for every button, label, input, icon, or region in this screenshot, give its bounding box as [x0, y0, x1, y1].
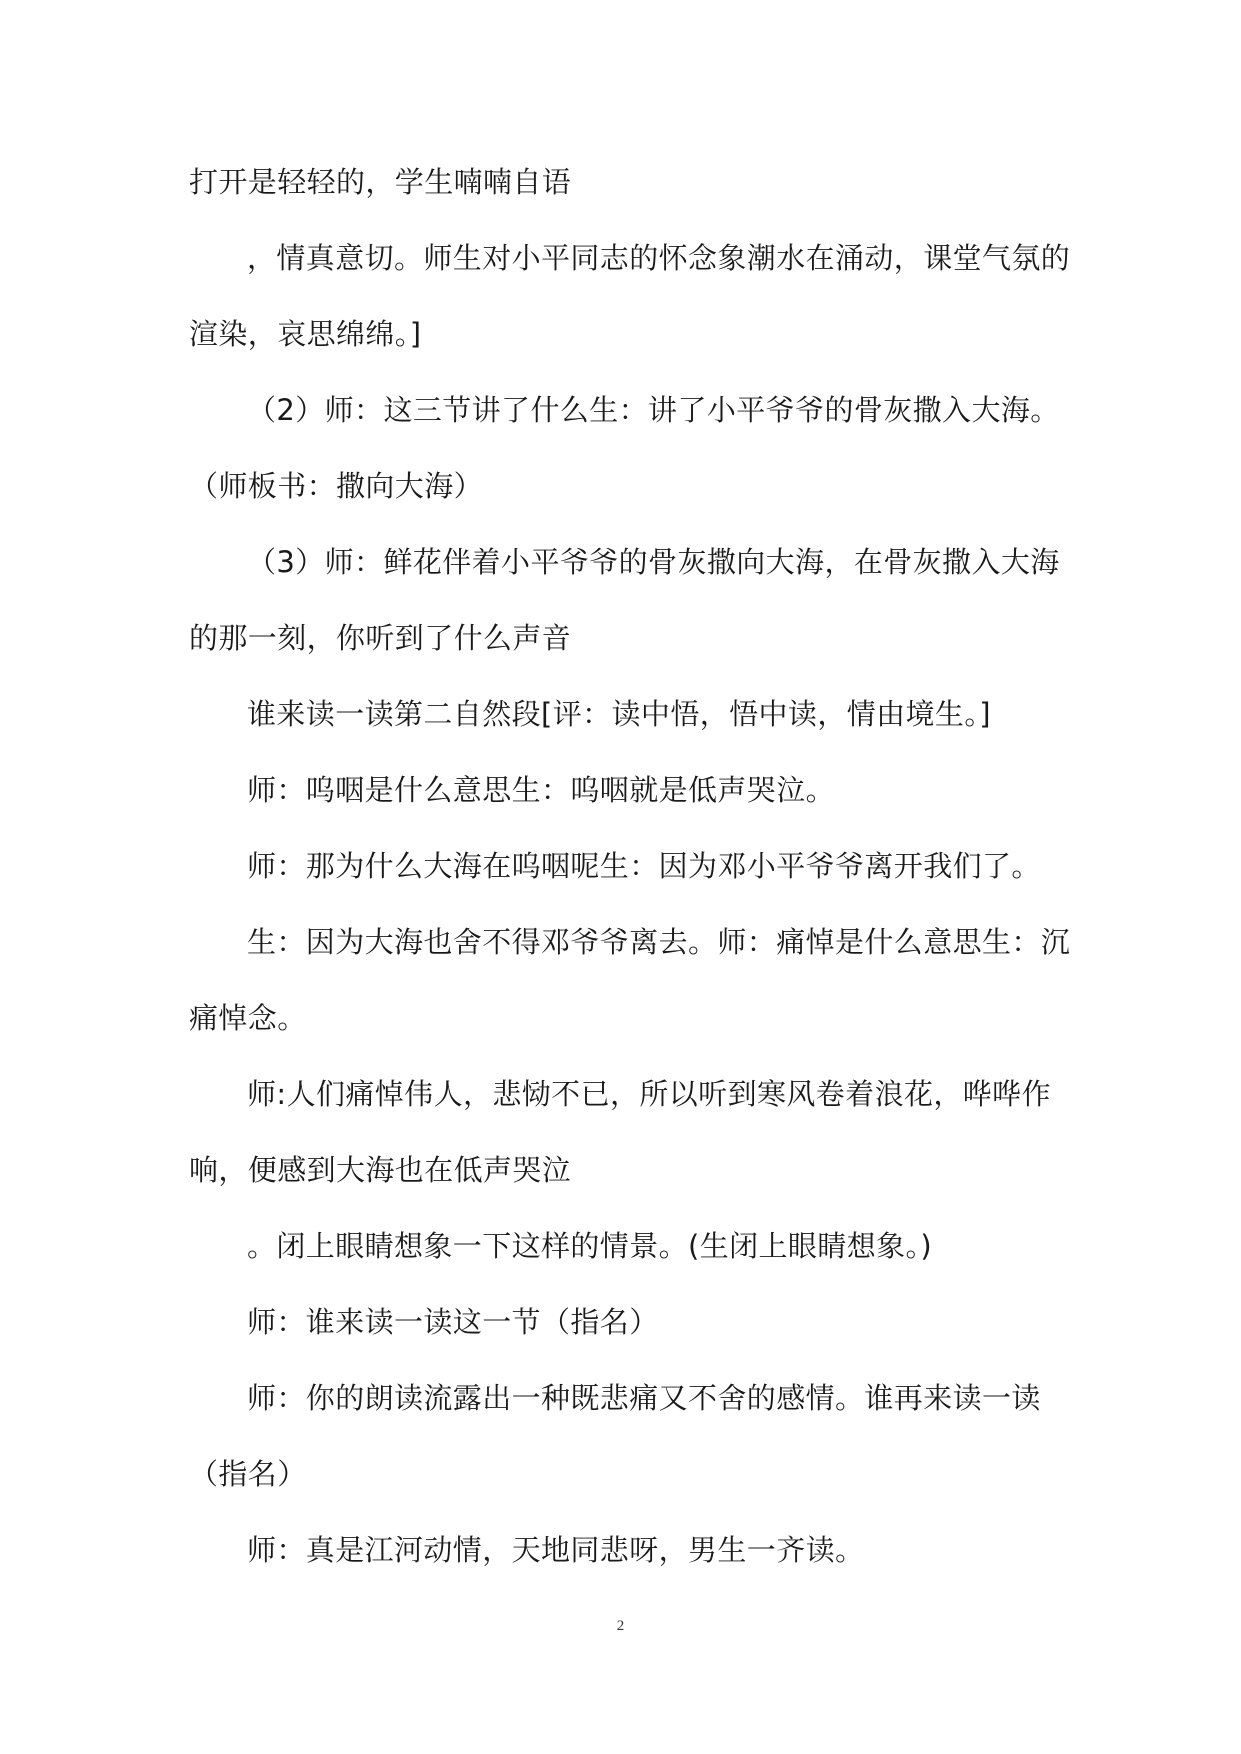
paragraph: 师：呜咽是什么意思生：呜咽就是低声哭泣。	[247, 773, 836, 807]
paragraph: 师：那为什么大海在呜咽呢生：因为邓小平爷爷离开我们了。	[247, 849, 1041, 883]
body-text	[189, 144, 1071, 1588]
paragraph: 师：你的朗读流露出一种既悲痛又不舍的感情。谁再来读一读	[247, 1381, 1041, 1415]
paragraph: 师:人们痛悼伟人，悲恸不已，所以听到寒风卷着浪花，哗哗作	[247, 1077, 1051, 1111]
paragraph: 生：因为大海也舍不得邓爷爷离去。师：痛悼是什么意思生：沉	[247, 925, 1071, 959]
paragraph: 渲染，哀思绵绵。]	[189, 317, 422, 351]
paragraph: 打开是轻轻的，学生喃喃自语	[189, 165, 572, 199]
paragraph: 的那一刻，你听到了什么声音	[189, 621, 572, 655]
paragraph: （3）师：鲜花伴着小平爷爷的骨灰撒向大海，在骨灰撒入大海	[247, 545, 1060, 579]
page-number: 2	[616, 1618, 625, 1634]
paragraph: （指名）	[189, 1457, 307, 1491]
paragraph: 响，便感到大海也在低声哭泣	[189, 1153, 572, 1187]
paragraph: ，情真意切。师生对小平同志的怀念象潮水在涌动，课堂气氛的	[247, 241, 1071, 275]
paragraph: 师：真是江河动情，天地同悲呀，男生一齐读。	[247, 1533, 865, 1567]
paragraph: 师：谁来读一读这一节（指名）	[247, 1305, 659, 1339]
paragraph: 。闭上眼睛想象一下这样的情景。(生闭上眼睛想象。)	[247, 1229, 933, 1263]
paragraph: 痛悼念。	[189, 1001, 307, 1035]
paragraph: （2）师：这三节讲了什么生：讲了小平爷爷的骨灰撒入大海。	[247, 393, 1060, 427]
paragraph: 谁来读一读第二自然段[评：读中悟，悟中读，情由境生。]	[247, 697, 991, 731]
paragraph: （师板书：撒向大海）	[189, 469, 484, 503]
